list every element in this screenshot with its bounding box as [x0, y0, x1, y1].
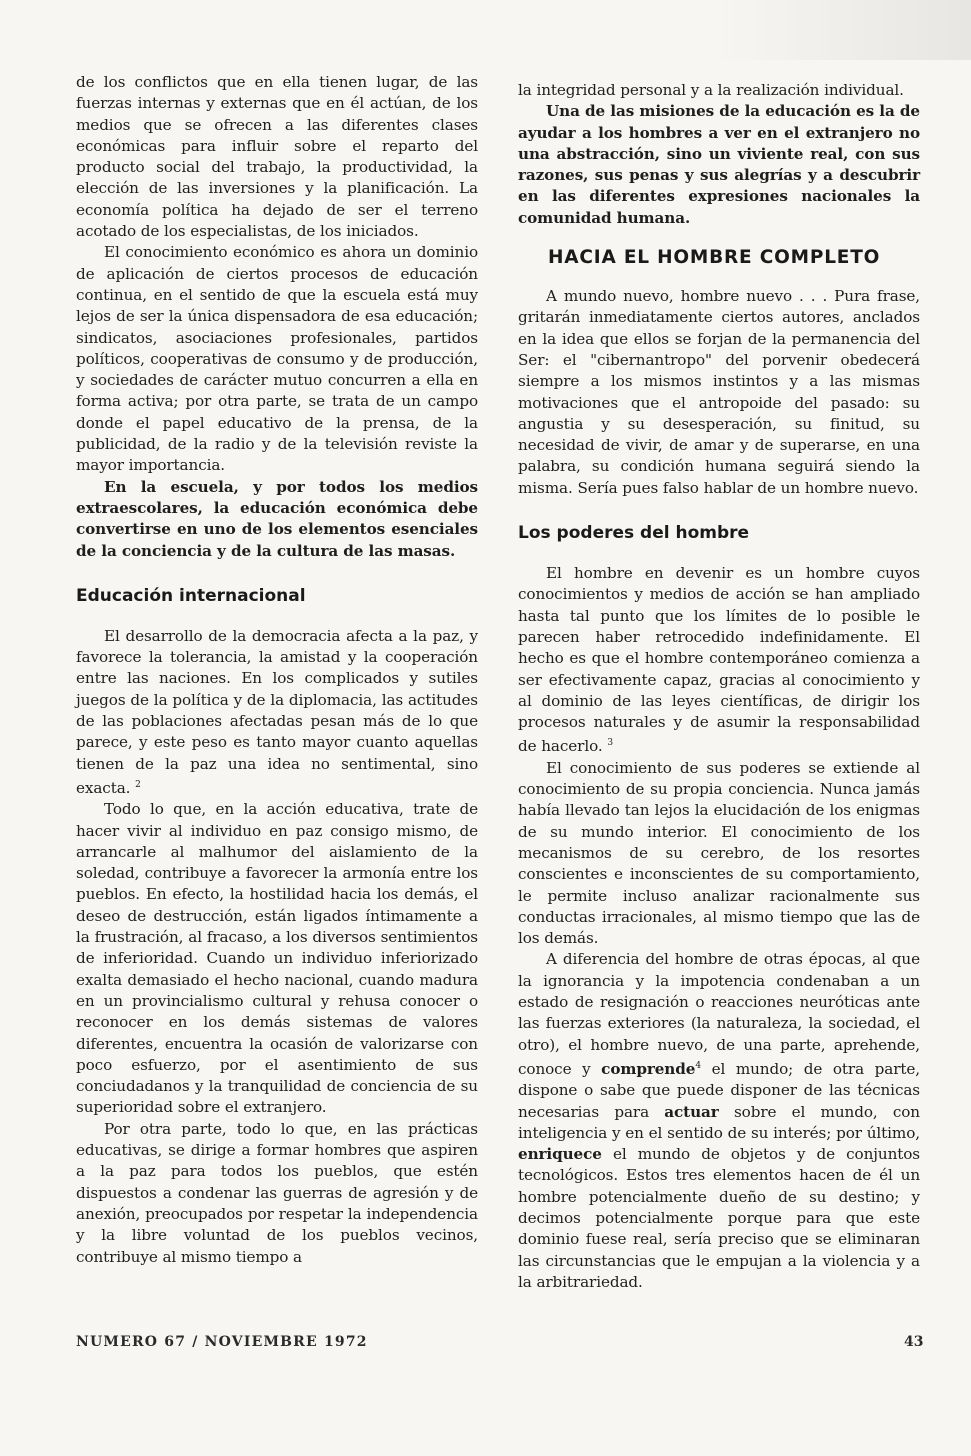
- paragraph: A mundo nuevo, hombre nuevo . . . Pura frase, gritarán inmediatamente ciertos autores, anclados en la idea que ellos se forjan de la permanencia del Ser: el "cibernantropo" del porvenir obedecerá siempre a los mismos instintos y a las mismas motivaciones que el antropoide del pasado: su angustia y su desesperación, su finitud, su necesidad de vivir, de amar y de superarse, en una palabra, su condición humana seguirá siendo la misma. Sería pues falso hablar de un hombre nuevo.: [518, 287, 920, 497]
- scan-shadow: [711, 0, 971, 60]
- paragraph-text: el mundo de objetos y de conjuntos tecnológicos. Estos tres elementos hacen de él un hombre potencialmente dueño de su destino; y decimos potencialmente porque para que este dominio fuese real, sería preciso que se eliminaran las circunstancias que le empujan a la violencia y a la arbitrariedad.: [518, 1145, 920, 1291]
- paragraph: [518, 563, 920, 758]
- right-column: [518, 80, 920, 1293]
- paragraph: [518, 949, 920, 1293]
- paragraph-text: el mundo; de otra parte, dispone o sabe que puede disponer de las técnicas necesarias para: [518, 1060, 920, 1121]
- footnote-marker: 3: [607, 738, 613, 749]
- paragraph-text: El desarrollo de la democracia afecta a la paz, y favorece la tolerancia, la amistad y la cooperación entre las naciones. En los complicados y sutiles juegos de la política y de la diplomacia, las actitudes de las poblaciones afectadas pesan más de lo que parece, y este peso es tanto mayor cuanto aquellas tienen de la paz una idea no sentimental, sino exacta.: [76, 626, 478, 797]
- page-number: 43: [904, 1334, 924, 1350]
- emphasis-text: actuar: [664, 1102, 719, 1121]
- paragraph: El conocimiento de sus poderes se extiende al conocimiento de su propia conciencia. Nunca jamás había llevado tan lejos la elucidación de los enigmas de su mundo interior. El conocimiento de los mecanismos de su cerebro, de los resortes conscientes e inconscientes de su comportamiento, le permite incluso analizar racionalmente sus conductas irracionales, al mismo tiempo que las de los demás.: [518, 758, 920, 948]
- section-heading: Los poderes del hombre: [518, 523, 750, 544]
- paragraph: Por otra parte, todo lo que, en las prácticas educativas, se dirige a formar hombres que aspiren a la paz para todos los pueblos, que estén dispuestos a condenar las guerras de agresión y de anexión, preocupados por respetar la independencia y la libre voluntad de los pueblos vecinos, contribuye al mismo tiempo a: [76, 1119, 478, 1266]
- paragraph: Todo lo que, en la acción educativa, trate de hacer vivir al individuo en paz consigo mismo, de arrancarle al malhumor del aislamiento de la soledad, contribuye a favorecer la armonía entre los pueblos. En efecto, la hostilidad hacia los demás, el deseo de destrucción, están ligados íntimamente a la frustración, al fracaso, a los diversos sentimientos de inferioridad. Cuando un individuo inferiorizado exalta demasiado el hecho nacional, cuando madura en un provincialismo cultural y rehusa conocer o reconocer en los demás sistemas de valores diferentes, encuentra la ocasión de valorizarse con poco esfuerzo, por el asentimiento de sus conciudadanos y la tranquilidad de conciencia de su superioridad sobre el extranjero.: [76, 800, 478, 1117]
- paragraph-text: A diferencia del hombre de otras épocas, al que la ignorancia y la impotencia condenaban a un estado de resignación o reacciones neuróticas ante las fuerzas exteriores (la naturaleza, la sociedad, el otro), el hombre nuevo, de una parte, aprehende, conoce y: [518, 950, 920, 1078]
- chapter-heading: HACIA EL HOMBRE COMPLETO: [548, 247, 881, 269]
- emphasis-text: comprende: [601, 1060, 696, 1078]
- highlighted-paragraph: En la escuela, y por todos los medios extraescolares, la educación económica debe convertirse en uno de los elementos esenciales de la conciencia y de la cultura de las masas.: [76, 477, 478, 560]
- section-heading: Educación internacional: [76, 585, 306, 606]
- footnote-marker: 2: [135, 779, 141, 790]
- paragraph: El conocimiento económico es ahora un dominio de aplicación de ciertos procesos de educación continua, en el sentido de que la escuela está muy lejos de ser la única dispensadora de esa educación; sindicatos, asociaciones profesionales, partidos políticos, cooperativas de consumo y de producción, y sociedades de carácter mutuo concurren a ella en forma activa; por otra parte, se trata de un campo donde el papel educativo de la prensa, de la publicidad, de la radio y de la televisión reviste la mayor importancia.: [76, 243, 478, 475]
- highlighted-paragraph: Una de las misiones de la educación es la de ayudar a los hombres a ver en el extranjero no una abstracción, sino un viviente real, con sus razones, sus penas y sus alegrías y a descubrir en las diferentes expresiones nacionales la comunidad humana.: [518, 102, 920, 227]
- paragraph: [76, 626, 478, 799]
- emphasis-text: enriquece: [518, 1145, 602, 1164]
- issue-footer: NUMERO 67 / NOVIEMBRE 1972: [76, 1334, 368, 1350]
- paragraph: la integridad personal y a la realización individual.: [518, 81, 904, 99]
- footnote-marker: 4: [695, 1060, 701, 1071]
- paragraph-text: sobre el mundo, con inteligencia y en el sentido de su interés; por último,: [518, 1102, 920, 1142]
- left-column: [76, 72, 478, 1268]
- paragraph: de los conflictos que en ella tienen lugar, de las fuerzas internas y externas que en él actúan, de los medios que se ofrecen a las diferentes clases económicas para influir sobre el reparto del producto social del trabajo, la productividad, la elección de las inversiones y la planificación. La economía política ha dejado de ser el terreno acotado de los especialistas, de los iniciados.: [76, 73, 478, 241]
- paragraph-text: El hombre en devenir es un hombre cuyos conocimientos y medios de acción se han ampliado hasta tal punto que los límites de lo posible le parecen haber retrocedido indefinidamente. El hecho es que el hombre contemporáneo comienza a ser efectivamente capaz, gracias al conocimiento y al dominio de las leyes científicas, de dirigir los procesos naturales y de asumir la responsabilidad de hacerlo.: [518, 564, 920, 756]
